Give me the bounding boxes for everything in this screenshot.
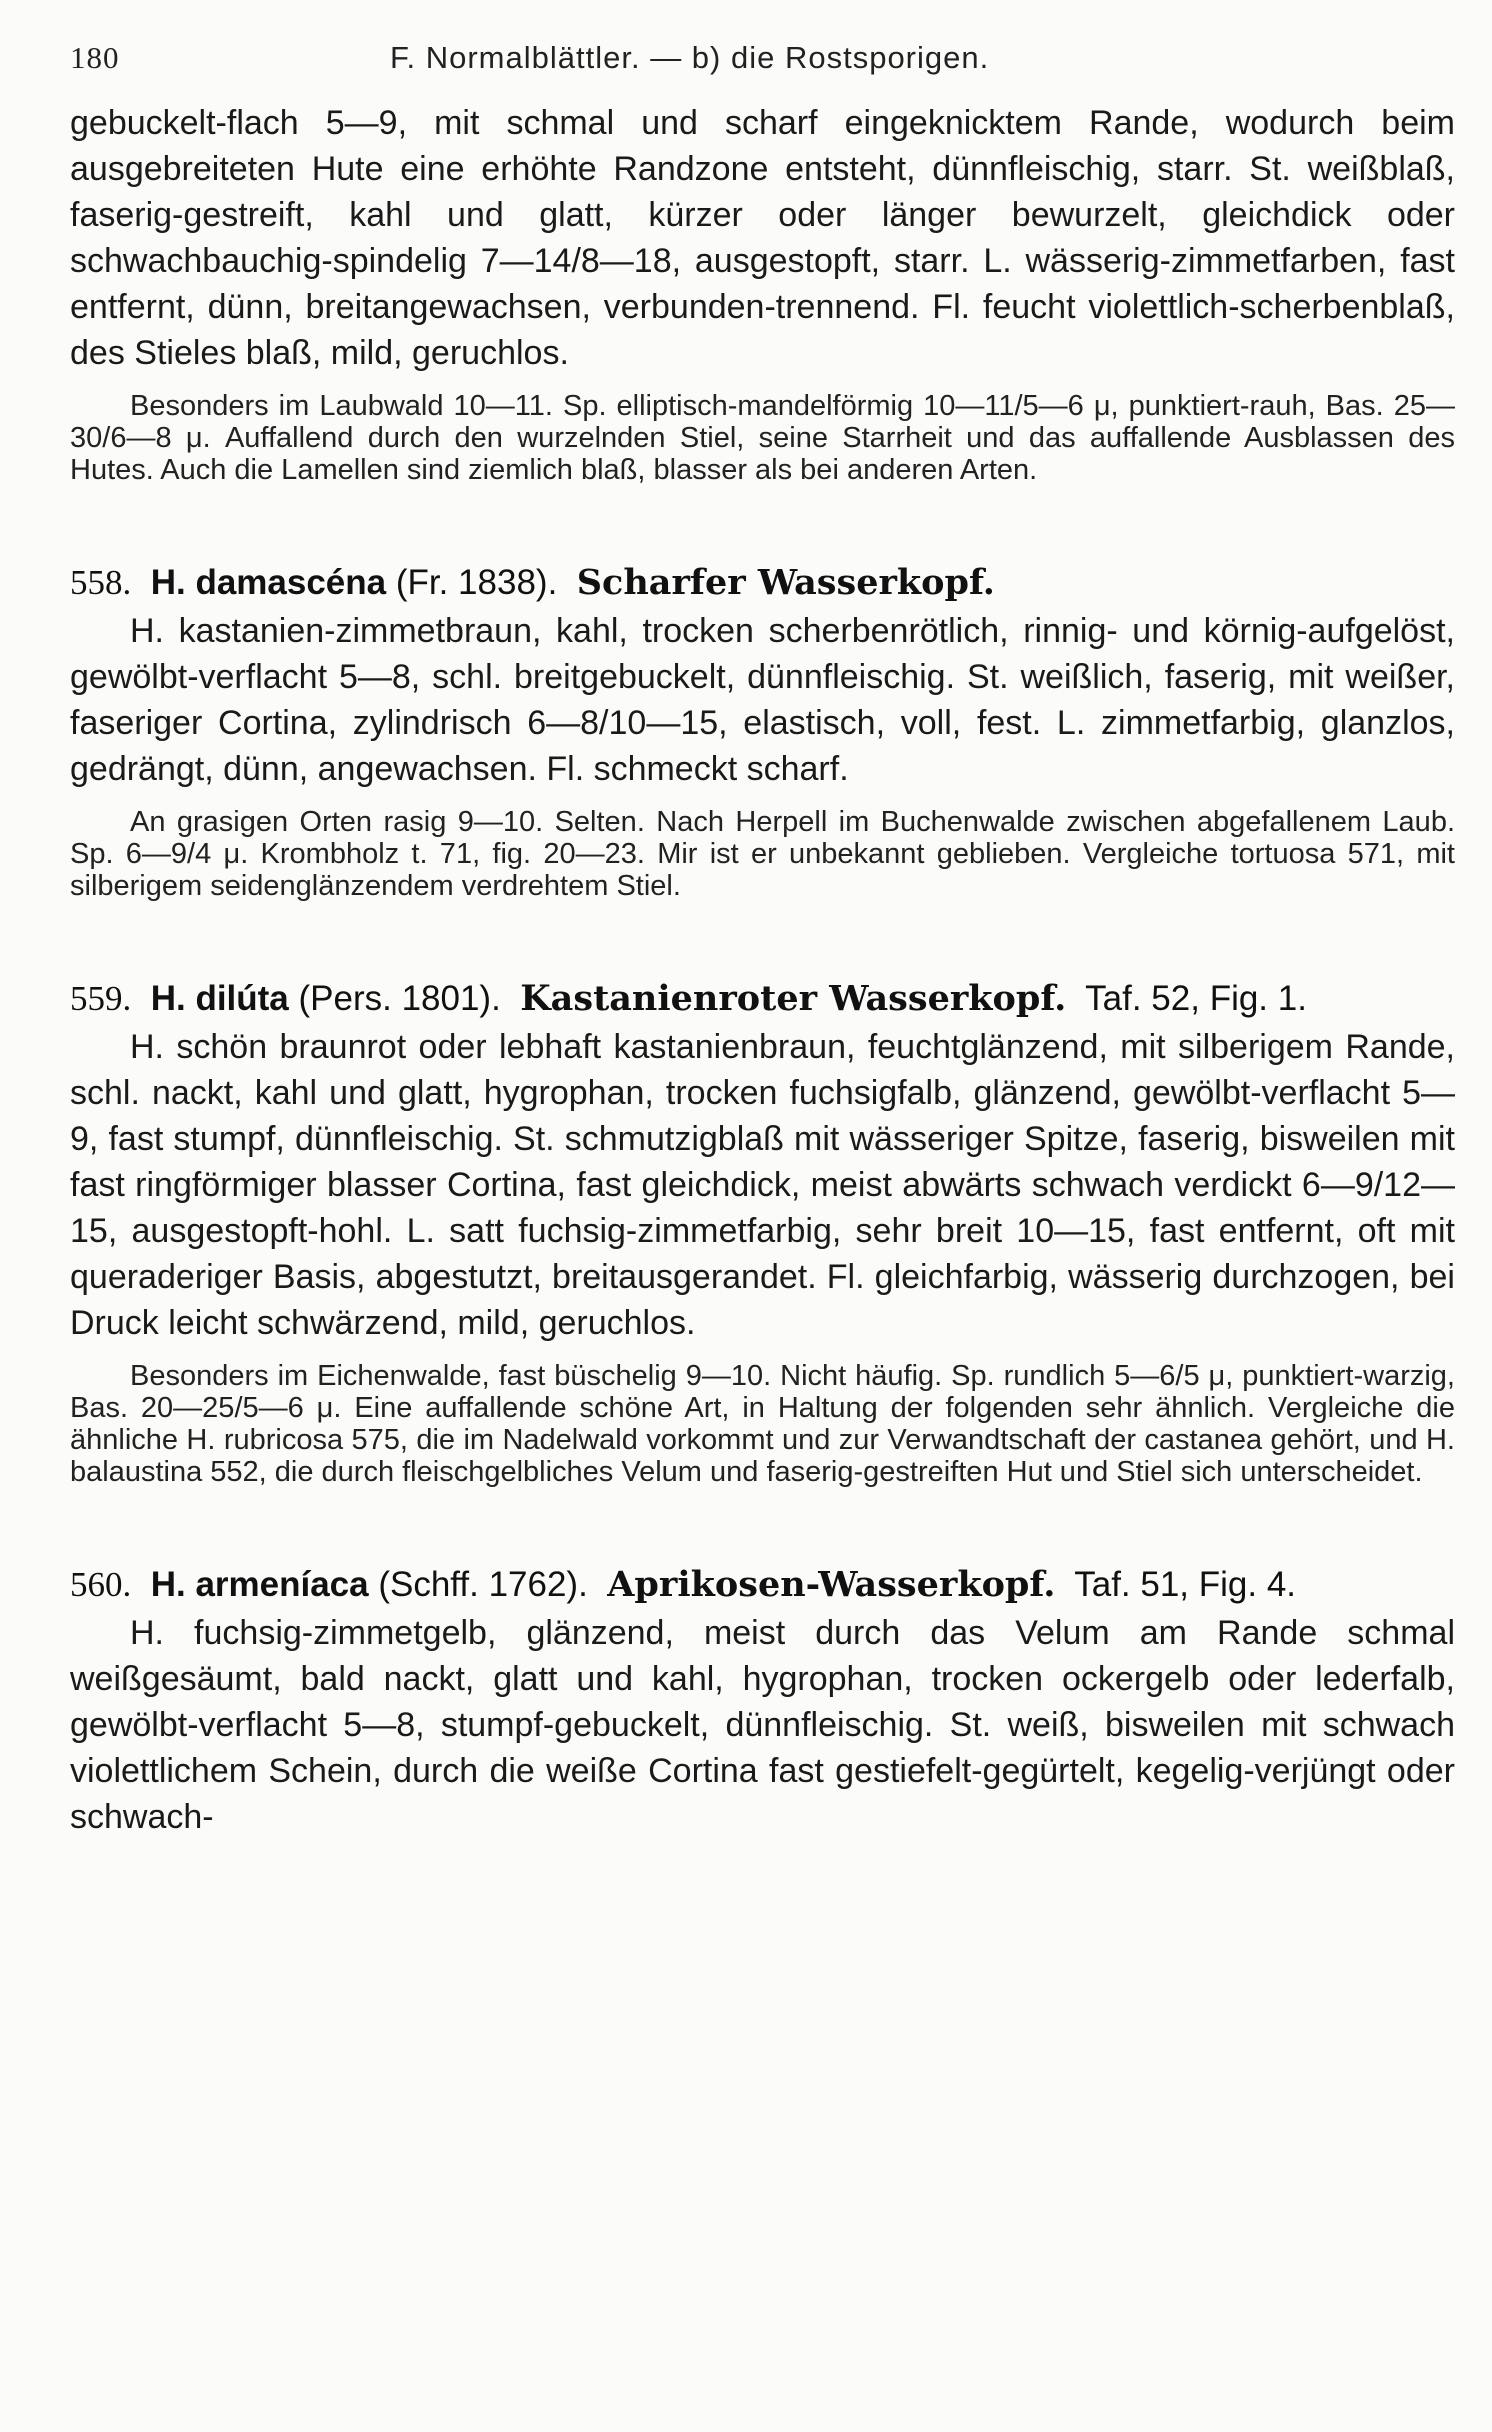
entry-common-name: Scharfer Wasserkopf. (576, 562, 995, 603)
entry-species: armeníaca (195, 1565, 369, 1604)
entry-note-558: An grasigen Orten rasig 9—10. Selten. Nach Herpell im Buchenwalde zwischen abgefallenem Laub. Sp. 6—9/4 μ. Krombholz t. 71, fig. 20—23. Mir ist er unbekannt geblieben. Vergleiche tortuosa 571, mit silberigem seidenglänzendem verdrehtem Stiel. (70, 806, 1455, 902)
intro-note: Besonders im Laubwald 10—11. Sp. elliptisch-mandelförmig 10—11/5—6 μ, punktiert-rauh, Bas. 25—30/6—8 μ. Auffallend durch den wurzelnden Stiel, seine Starrheit und das auffallende Ausblassen des Hutes. Auch die Lamellen sind ziemlich blaß, blasser als bei anderen Arten. (70, 390, 1455, 486)
entry-description-558: H. kastanien-zimmetbraun, kahl, trocken scherbenrötlich, rinnig- und körnig-aufgelöst, gewölbt-verflacht 5—8, schl. breitgebuckelt, dünnfleischig. St. weißlich, faserig, mit weißer, faseriger Cortina, zylindrisch 6—8/10—15, elastisch, voll, fest. L. zimmetfarbig, glanzlos, gedrängt, dünn, angewachsen. Fl. schmeckt scharf. (70, 612, 1455, 788)
entry-number: 560. (70, 1565, 132, 1604)
entry-common-name: Kastanienroter Wasserkopf. (520, 978, 1067, 1019)
entry-heading-559 (70, 974, 1455, 1024)
document-page (70, 40, 1455, 2400)
entry-number: 558. (70, 563, 132, 602)
entry-heading-558 (70, 558, 1455, 608)
entry-description-559: H. schön braunrot oder lebhaft kastanienbraun, feuchtglänzend, mit silberigem Rande, schl. nackt, kahl und glatt, hygrophan, trocken fuchsigfalb, glänzend, gewölbt-verflacht 5—9, fast stumpf, dünnfleischig. St. schmutzigblaß mit wässeriger Spitze, faserig, bisweilen mit fast ringförmiger blasser Cortina, fast gleichdick, meist abwärts schwach verdickt 6—9/12—15, ausgestopft-hohl. L. satt fuchsig-zimmetfarbig, sehr breit 10—15, fast entfernt, oft mit queraderiger Basis, abgestutzt, breitausgerandet. Fl. gleichfarbig, wässerig durchzogen, bei Druck leicht schwärzend, mild, geruchlos. (70, 1028, 1455, 1342)
entry-genus: H. (150, 563, 186, 602)
entry-authority: (Pers. 1801). (298, 979, 501, 1018)
entry-description-560: H. fuchsig-zimmetgelb, glänzend, meist durch das Velum am Rande schmal weißgesäumt, bald nackt, glatt und kahl, hygrophan, trocken ockergelb oder lederfalb, gewölbt-verflacht 5—8, stumpf-gebuckelt, dünnfleischig. St. weiß, bisweilen mit schwach violettlichem Schein, durch die weiße Cortina fast gestiefelt-gegürtelt, kegelig-verjüngt oder schwach- (70, 1614, 1455, 1836)
intro-description: gebuckelt-flach 5—9, mit schmal und scharf eingeknicktem Rande, wodurch beim ausgebreiteten Hute eine erhöhte Randzone entsteht, dünnfleischig, starr. St. weißblaß, faserig-gestreift, kahl und glatt, kürzer oder länger bewurzelt, gleichdick oder schwachbauchig-spindelig 7—14/8—18, ausgestopft, starr. L. wässerig-zimmetfarben, fast entfernt, dünn, breitangewachsen, verbunden-trennend. Fl. feucht violettlich-scherbenblaß, des Stieles blaß, mild, geruchlos. (70, 104, 1455, 372)
entry-authority: (Schff. 1762). (378, 1565, 588, 1604)
entry-number: 559. (70, 979, 132, 1018)
entry-common-name: Aprikosen-Wasserkopf. (607, 1564, 1056, 1605)
entry-species: dilúta (195, 979, 289, 1018)
entry-authority: (Fr. 1838). (395, 563, 558, 602)
running-title: F. Normalblättler. — b) die Rostsporigen. (390, 40, 990, 75)
entry-plate-ref: Taf. 51, Fig. 4. (1074, 1565, 1297, 1604)
page-number: 180 (70, 40, 120, 75)
entry-genus: H. (150, 1565, 186, 1604)
page-header (70, 40, 1455, 100)
entry-species: damascéna (195, 563, 387, 602)
entry-note-559: Besonders im Eichenwalde, fast büschelig 9—10. Nicht häufig. Sp. rundlich 5—6/5 μ, punktiert-warzig, Bas. 20—25/5—6 μ. Eine auffallende schöne Art, in Haltung der folgenden sehr ähnlich. Vergleiche die ähnliche H. rubricosa 575, die im Nadelwald vorkommt und zur Verwandtschaft der castanea gehört, und H. balaustina 552, die durch fleischgelbliches Velum und faserig-gestreiften Hut und Stiel sich unterscheidet. (70, 1360, 1455, 1488)
entry-plate-ref: Taf. 52, Fig. 1. (1085, 979, 1307, 1018)
entry-genus: H. (150, 979, 186, 1018)
entry-heading-560 (70, 1560, 1455, 1610)
